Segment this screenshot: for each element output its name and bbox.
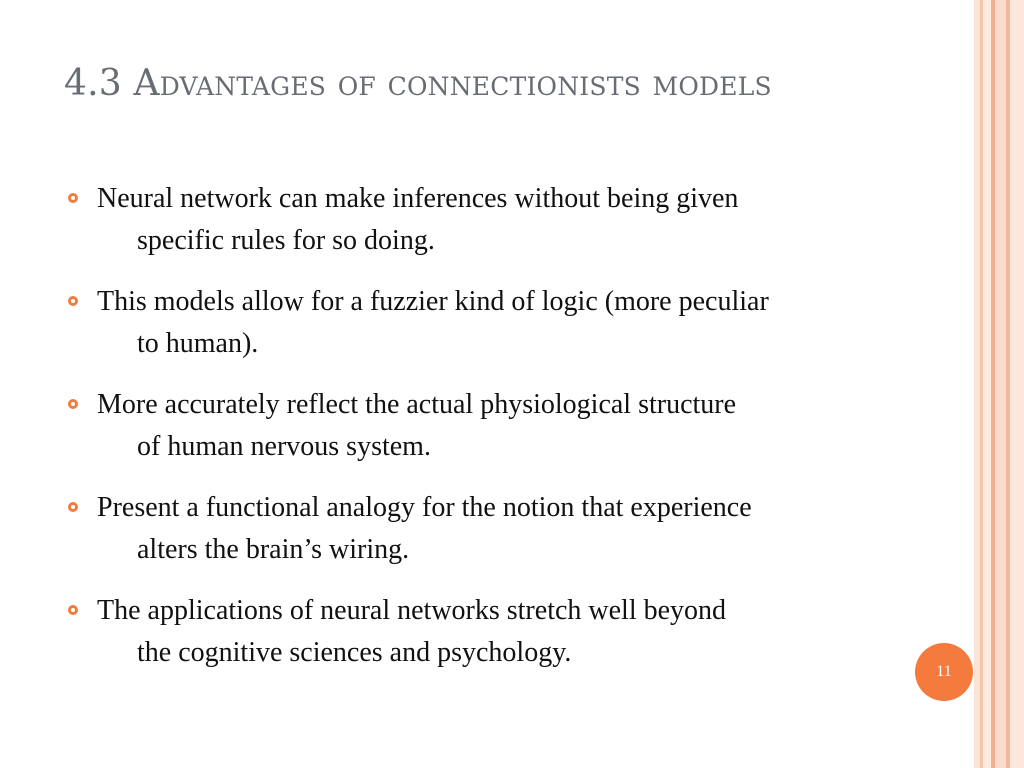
bullet-item [66, 281, 956, 365]
bullet-circle-icon [68, 502, 78, 512]
bullet-item [66, 487, 956, 571]
bullet-circle-icon [68, 605, 78, 615]
bullet-text [97, 487, 956, 571]
page-number-badge: 11 [915, 643, 973, 701]
bullet-text [97, 590, 956, 674]
decorative-stripe [995, 0, 1006, 768]
bullet-text [97, 178, 956, 262]
bullet-circle-icon [68, 193, 78, 203]
bullet-line-continuation: of human nervous system. [137, 431, 431, 462]
bullet-line: The applications of neural networks stretch well beyond [97, 595, 727, 626]
bullet-line-continuation: specific rules for so doing. [137, 225, 435, 256]
bullet-line: Present a functional analogy for the notion that experience [97, 492, 752, 523]
bullet-text [97, 281, 956, 365]
bullet-line: Neural network can make inferences without being given [97, 183, 739, 214]
bullet-line-continuation: the cognitive sciences and psychology. [137, 637, 572, 668]
bullet-circle-icon [68, 296, 78, 306]
decorative-stripe [1010, 0, 1024, 768]
bullet-item [66, 384, 956, 468]
bullet-line-continuation: alters the brain’s wiring. [137, 534, 410, 565]
bullet-line-continuation: to human). [137, 328, 259, 359]
slide-title: 4.3 Advantages of connectionists models [64, 63, 772, 104]
bullet-circle-icon [68, 399, 78, 409]
bullet-line: More accurately reflect the actual physiological structure [97, 389, 737, 420]
bullet-text [97, 384, 956, 468]
bullet-item [66, 590, 956, 674]
bullet-item [66, 178, 956, 262]
bullet-list [66, 178, 956, 693]
decorative-stripe [983, 0, 991, 768]
bullet-line: This models allow for a fuzzier kind of logic (more peculiar [97, 286, 769, 317]
